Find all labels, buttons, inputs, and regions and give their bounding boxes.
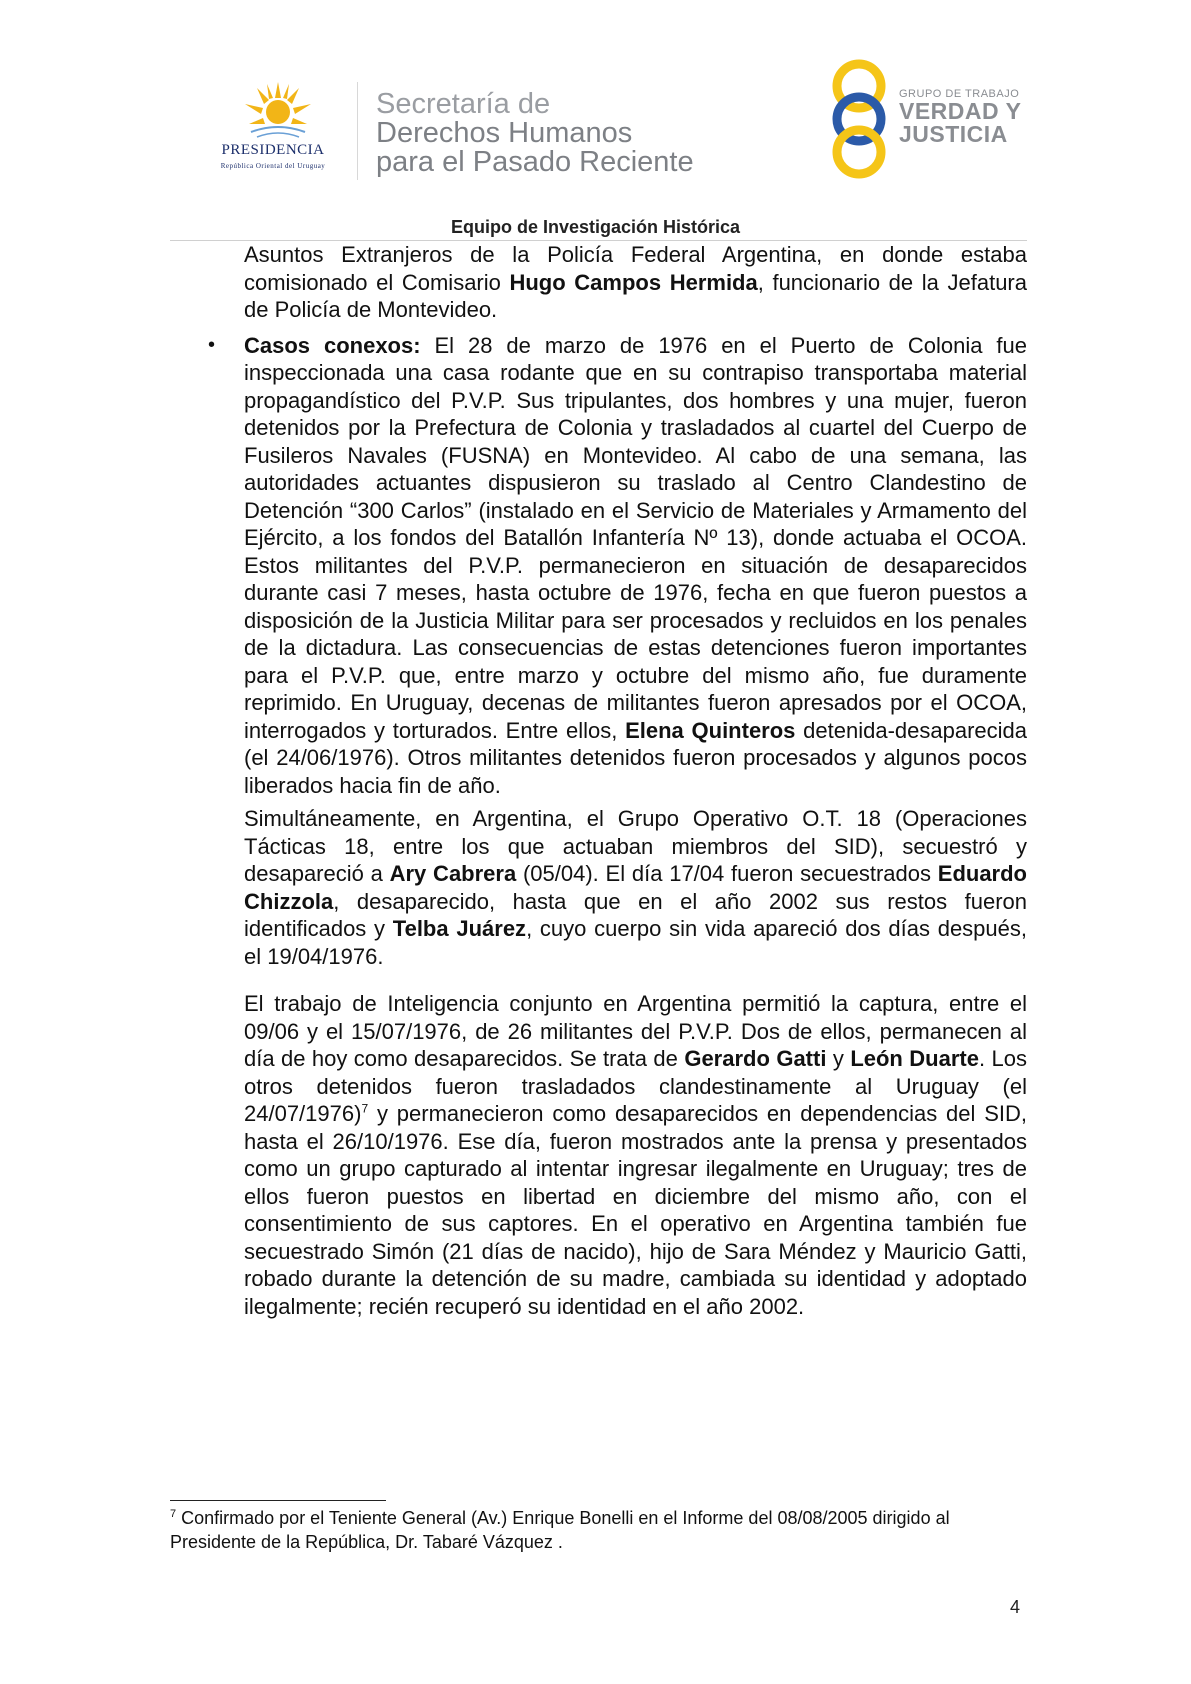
footnote-number: 7 xyxy=(170,1508,177,1520)
secretaria-line2: Derechos Humanos xyxy=(376,117,633,149)
bullet-item xyxy=(208,332,1028,800)
name-elena-quinteros: Elena Quinteros xyxy=(625,717,796,743)
name-hugo-campos: Hugo Campos Hermida xyxy=(509,269,758,295)
label-casos-conexos: Casos conexos: xyxy=(244,332,421,358)
page-number: 4 xyxy=(1010,1597,1021,1617)
document-body xyxy=(208,241,1028,1320)
verdad-justicia-text xyxy=(899,88,1021,146)
footnote xyxy=(170,1506,1027,1554)
paragraph-2: Casos conexos: El 28 de marzo de 1976 en el Puerto de Colonia fue inspeccionada una casa rodante que en su contrapiso transportaba material propagandístico del P.V.P. Sus tripulantes, dos hombres y una mujer, fueron detenidos por la Prefectura de Colonia y trasladados al cuartel del Cuerpo de Fusileros Navales (FUSNA) en Montevideo. Al cabo de una semana, las autoridades actuantes dispusieron su traslado al Centro Clandestino de Detención “300 Carlos” (instalado en el Servicio de Materiales y Armamento del Ejército, a los fondos del Batallón Infantería Nº 13), donde actuaba el OCOA. Estos militantes del P.V.P. permanecieron en situación de desaparecidos durante casi 7 meses, hasta octubre de 1976, fecha en que fueron puestos a disposición de la Justicia Militar para ser procesados y recluidos en los penales de la dictadura. Las consecuencias de estas detenciones fueron importantes para el P.V.P. que, entre marzo y octubre del mismo año, fue duramente reprimido. En Uruguay, decenas de militantes fueron apresados por el OCOA, interrogados y torturados. Entre ellos, Elena Quinteros detenida-desaparecida (el 24/06/1976). Otros militantes detenidos fueron procesados y algunos pocos liberados hacia fin de año. xyxy=(244,332,1028,798)
secretaria-line1: Secretaría de xyxy=(376,88,551,120)
secretaria-title xyxy=(376,90,694,177)
vj-line2: JUSTICIA xyxy=(899,121,1008,147)
footnote-rule xyxy=(170,1500,386,1501)
name-leon-duarte: León Duarte xyxy=(850,1046,979,1071)
footnote-text: Confirmado por el Teniente General (Av.) Enrique Bonelli en el Informe del 08/08/2005 dirigido al Presidente de la República, Dr. Tabaré Vázquez . xyxy=(170,1508,950,1552)
paragraph-1: Asuntos Extranjeros de la Policía Federal Argentina, en donde estaba comisionado el Comisario Hugo Campos Hermida, funcionario de la Jefatura de Policía de Montevideo. xyxy=(244,242,1027,322)
footnote-reference[interactable]: 7 xyxy=(361,1101,369,1116)
presidencia-logo xyxy=(198,80,348,180)
name-eduardo-chizzola: Eduardo Chizzola xyxy=(244,861,1027,914)
paragraph-4: El trabajo de Inteligencia conjunto en Argentina permitió la captura, entre el 09/06 y el 15/07/1976, de 26 militantes del P.V.P. Dos de ellos, permanecen al día de hoy como desaparecidos. Se trata de Gerardo Gatti y León Duarte. Los otros detenidos fueron trasladados clandestinamente al Uruguay (el 24/07/1976)$^7$ y permanecieron como desaparecidos en dependencias del SID, hasta el 26/10/1976. Ese día, fueron mostrados ante la prensa y presentados como un grupo capturado al intentar ingresar ilegalmente en Uruguay; tres de ellos fueron puestos en libertad en diciembre del mismo año, con el consentimiento de sus captores. En el operativo en Argentina también fue secuestrado Simón (21 días de nacido), hijo de Sara Méndez y Mauricio Gatti, robado durante la detención de su madre, cambiada su identidad y adoptado ilegalmente; recién recuperó su identidad en el año 2002. xyxy=(244,991,1027,1319)
name-telba-juarez: Telba Juárez xyxy=(392,916,527,941)
presidencia-subtitle: República Oriental del Uruguay xyxy=(220,162,326,170)
name-gerardo-gatti: Gerardo Gatti xyxy=(684,1046,827,1071)
secretaria-line3: para el Pasado Reciente xyxy=(376,146,694,178)
paragraph-3: Simultáneamente, en Argentina, el Grupo Operativo O.T. 18 (Operaciones Tácticas 18, entre los que actuaban miembros del SID), secuestró y desapareció a Ary Cabrera (05/04). El día 17/04 fueron secuestrados Eduardo Chizzola, desaparecido, hasta que en el año 2002 sus restos fueron identificados y Telba Juárez, cuyo cuerpo sin vida apareció dos días después, el 19/04/1976. xyxy=(244,806,1028,969)
bullet-marker: • xyxy=(208,333,216,356)
page-header xyxy=(0,0,1191,240)
logo-divider xyxy=(357,82,358,180)
presidencia-name: PRESIDENCIA xyxy=(221,142,325,158)
interlocked-rings-icon xyxy=(823,58,895,180)
name-ary-cabrera: Ary Cabrera xyxy=(389,861,517,886)
vj-line1: VERDAD Y xyxy=(899,98,1022,124)
verdad-justicia-logo xyxy=(823,58,1033,180)
sun-of-may-icon xyxy=(243,80,313,140)
team-title: Equipo de Investigación Histórica xyxy=(450,217,741,237)
vj-small-label: GRUPO DE TRABAJO xyxy=(899,88,1020,100)
